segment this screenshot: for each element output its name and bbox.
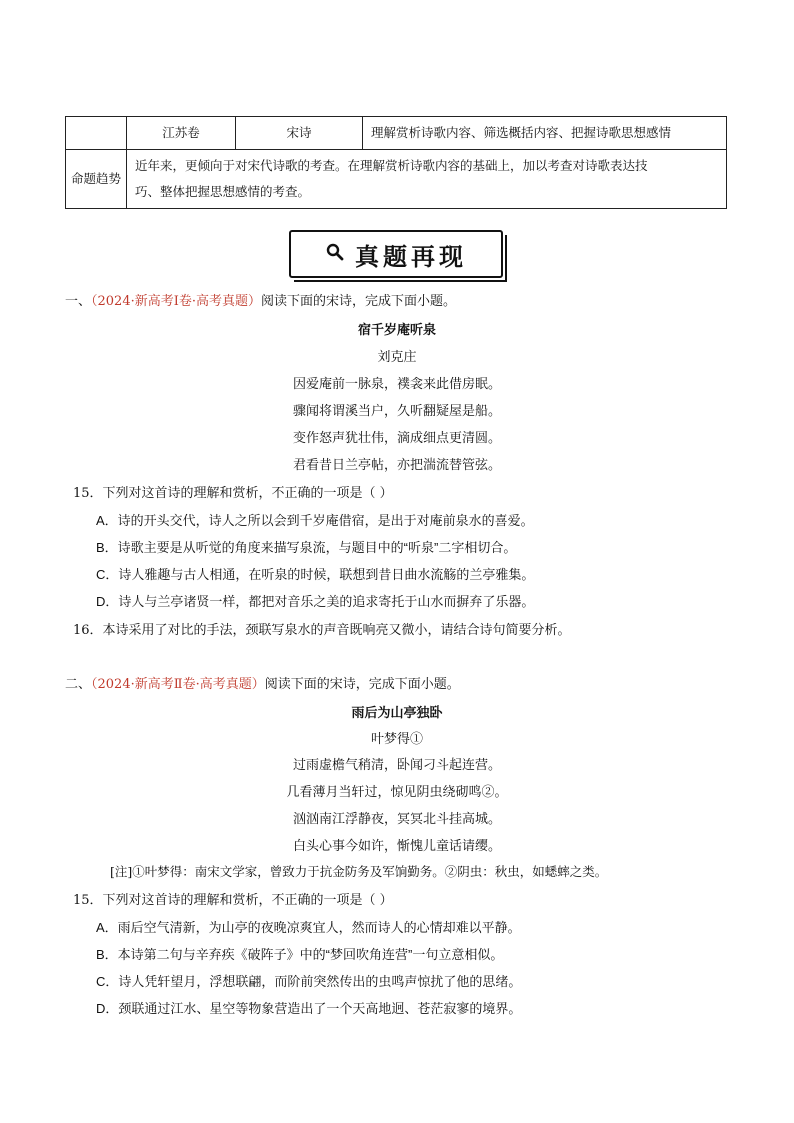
- table-cell: [127, 150, 727, 209]
- poem-line: 过雨虚檐气稍清，卧闻刁斗起连营。: [292, 758, 501, 773]
- table-row: [66, 117, 727, 150]
- poem-author: 刘克庄: [377, 350, 417, 365]
- table-cell: 江苏卷: [127, 117, 236, 150]
- question-15: 15．下列对这首诗的理解和赏析，不正确的一项是（ ）: [73, 893, 393, 908]
- option-b: B．本诗第二句与辛弃疾《破阵子》中的“梦回吹角连营”一句立意相似。: [96, 947, 504, 962]
- poem-line: 白头心事今如许，惭愧儿童话请缨。: [292, 839, 501, 854]
- question-15: 15．下列对这首诗的理解和赏析，不正确的一项是（ ）: [73, 486, 393, 501]
- option-a: A．雨后空气清新，为山亭的夜晚凉爽宜人，然而诗人的心情却难以平静。: [96, 920, 521, 935]
- poem-line: 因爱庵前一脉泉，襆衾来此借房眠。: [292, 377, 501, 392]
- banner-title: 真题再现: [355, 242, 467, 271]
- poem-title: 宿千岁庵听泉: [357, 323, 436, 338]
- trend-text-line: 巧、整体把握思想感情的考查。: [135, 184, 311, 199]
- section-prefix: 一、: [65, 294, 92, 309]
- option-a: A．诗的开头交代，诗人之所以会到千岁庵借宿，是出于对庵前泉水的喜爱。: [96, 513, 534, 528]
- poem-title: 雨后为山亭独卧: [351, 706, 443, 721]
- search-icon: [325, 242, 345, 266]
- option-d: D．诗人与兰亭诸贤一样，都把对音乐之美的追求寄托于山水而摒弃了乐器。: [96, 594, 535, 609]
- table-cell: [66, 117, 127, 150]
- exam-source: （2024·新高考Ⅰ卷·高考真题）: [91, 294, 261, 309]
- section-heading: [65, 290, 456, 309]
- poem-line: 变作怒声犹壮伟，滴成细点更清圆。: [292, 431, 501, 446]
- option-d: D．颈联通过江水、星空等物象营造出了一个天高地迥、苍茫寂寥的境界。: [96, 1001, 522, 1016]
- option-b: B．诗歌主要是从听觉的角度来描写泉流，与题目中的“听泉”二字相切合。: [96, 540, 517, 555]
- trend-text-line: 近年来，更倾向于对宋代诗歌的考查。在理解赏析诗歌内容的基础上，加以考查对诗歌表达技: [135, 158, 648, 173]
- table-cell: 理解赏析诗歌内容、筛选概括内容、把握诗歌思想感情: [363, 117, 727, 150]
- instruction: 阅读下面的宋诗，完成下面小题。: [264, 677, 460, 692]
- poem-line: 骤闻将谓溪当户，久听翻疑屋是船。: [292, 404, 501, 419]
- poem-line: 几看薄月当轩过，惊见阴虫绕砌鸣②。: [286, 785, 508, 800]
- option-c: C．诗人雅趣与古人相通，在听泉的时候，联想到昔日曲水流觞的兰亭雅集。: [96, 567, 535, 582]
- instruction: 阅读下面的宋诗，完成下面小题。: [261, 294, 457, 309]
- poem-author: 叶梦得①: [370, 732, 423, 747]
- section-banner: [289, 230, 503, 278]
- question-16: 16．本诗采用了对比的手法，颈联写泉水的声音既响亮又微小，请结合诗句简要分析。: [73, 623, 571, 638]
- poem-line: 汹汹南江浮静夜，冥冥北斗挂高城。: [292, 812, 501, 827]
- poem-line: 君看昔日兰亭帖，亦把湍流替管弦。: [292, 458, 501, 473]
- poem-note: [注]①叶梦得：南宋文学家，曾致力于抗金防务及军饷勤务。②阴虫：秋虫，如蟋蟀之类。: [110, 864, 608, 879]
- section-prefix: 二、: [65, 677, 92, 692]
- table-row: [66, 150, 727, 209]
- option-c: C．诗人凭轩望月，浮想联翩，而阶前突然传出的虫鸣声惊扰了他的思绪。: [96, 974, 522, 989]
- trend-table: [65, 116, 727, 209]
- table-row-label: 命题趋势: [66, 150, 127, 209]
- exam-source: （2024·新高考Ⅱ卷·高考真题）: [91, 677, 265, 692]
- table-cell: 宋诗: [236, 117, 363, 150]
- section-heading: [65, 673, 460, 692]
